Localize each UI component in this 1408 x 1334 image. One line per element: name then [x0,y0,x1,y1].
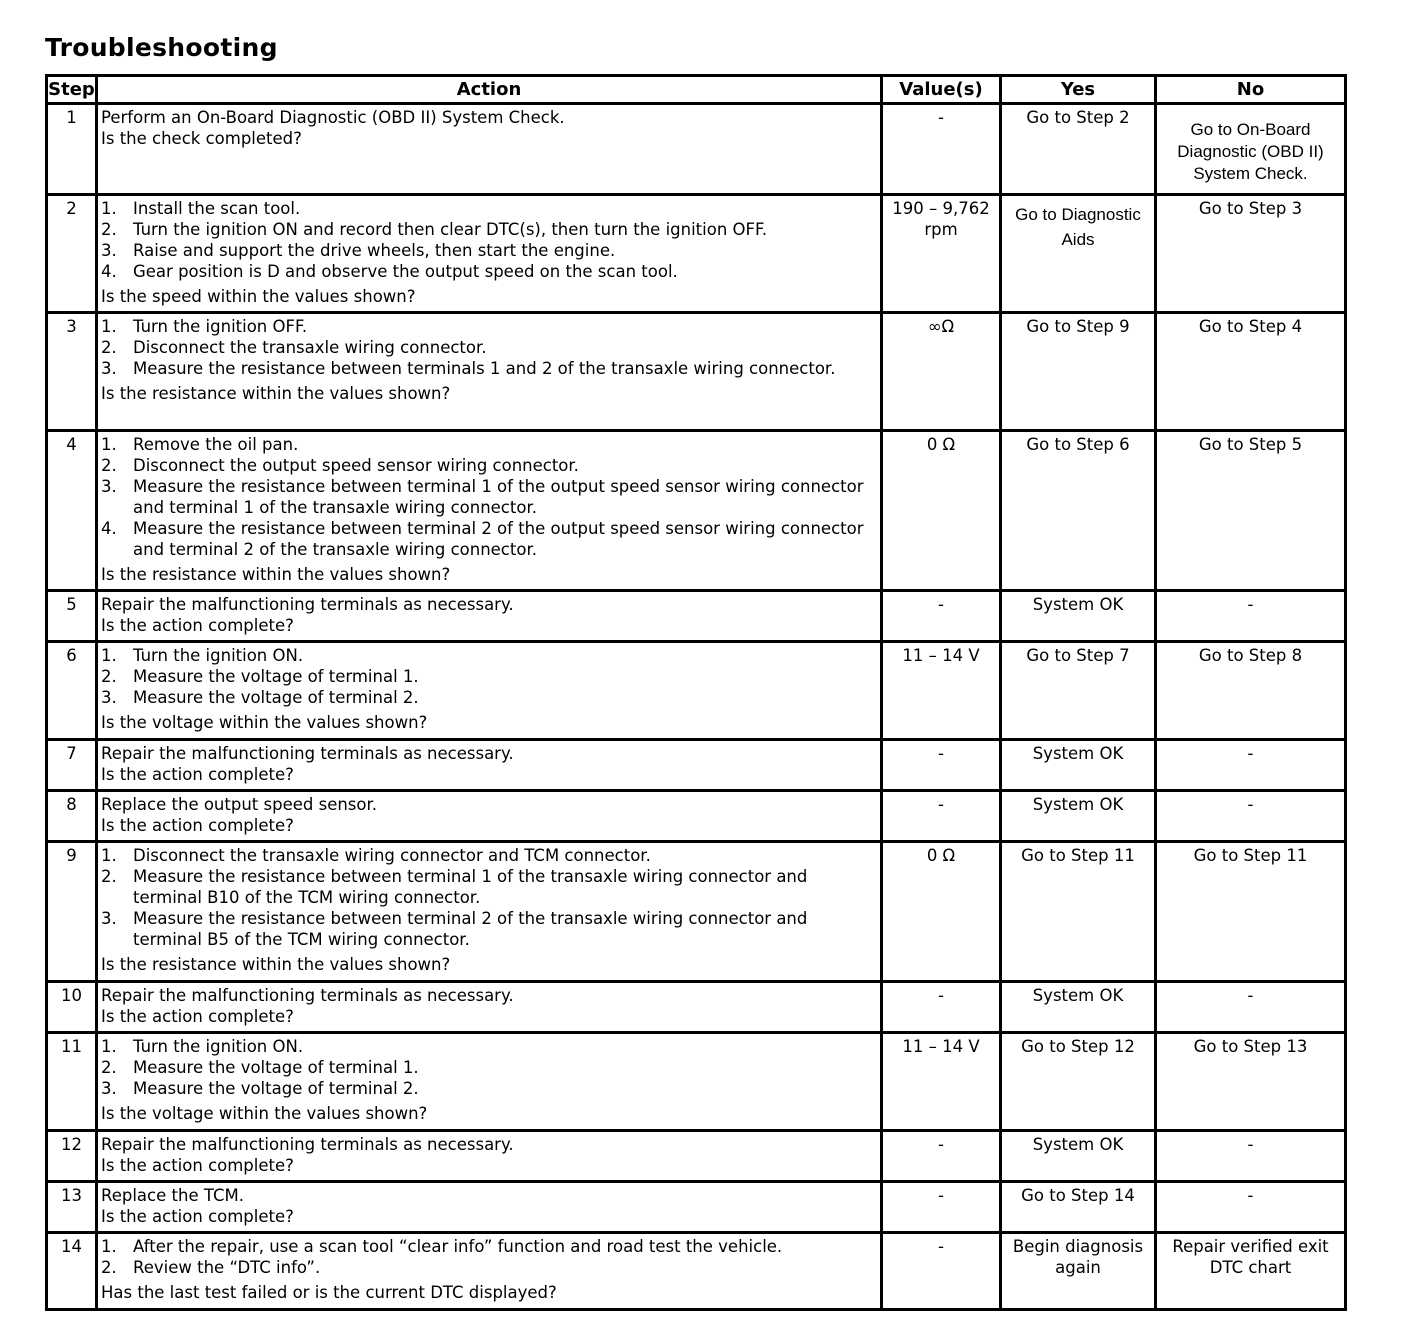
value-cell: - [882,1233,1001,1310]
no-cell: Go to Step 4 [1156,313,1346,431]
no-cell: - [1156,740,1346,791]
value-cell: 0 Ω [882,842,1001,982]
no-cell: Go to Step 3 [1156,195,1346,313]
header-values: Value(s) [882,76,1001,104]
value-cell: 0 Ω [882,431,1001,591]
list-item-number: 1. [101,317,117,336]
action-cell [97,313,882,431]
list-item [101,666,877,687]
value-cell: 190 – 9,762 rpm [882,195,1001,313]
list-item [101,1057,877,1078]
action-cell [97,1033,882,1131]
no-cell: Go to On-Board Diagnostic (OBD II) System Check. [1156,104,1346,195]
action-cell [97,431,882,591]
step-number: 11 [47,1033,97,1131]
list-item-number: 1. [101,435,117,454]
list-item-text: Review the “DTC info”. [133,1258,321,1277]
action-steps-list [101,316,877,379]
list-item [101,476,877,518]
table-row [47,195,1346,313]
list-item-text: Measure the resistance between terminals 1 and 2 of the transaxle wiring connector. [133,359,836,378]
list-item-number: 1. [101,846,117,865]
list-item [101,908,877,950]
list-item [101,1036,877,1057]
action-steps-list [101,198,877,282]
action-question: Is the voltage within the values shown? [101,1104,428,1123]
list-item-number: 2. [101,1058,117,1077]
step-number: 13 [47,1182,97,1233]
table-row [47,591,1346,642]
list-item-text: Disconnect the transaxle wiring connector and TCM connector. [133,846,651,865]
list-item-text: Disconnect the output speed sensor wiring connector. [133,456,579,475]
yes-cell: System OK [1001,982,1156,1033]
list-item-text: Measure the voltage of terminal 2. [133,688,419,707]
list-item-text: Gear position is D and observe the output speed on the scan tool. [133,262,678,281]
action-question: Is the check completed? [101,129,302,148]
list-item [101,316,877,337]
action-question: Is the resistance within the values shown? [101,565,451,584]
list-item [101,687,877,708]
list-item [101,240,877,261]
action-question: Is the action complete? [101,1156,294,1175]
list-item-number: 3. [101,477,117,496]
step-number: 8 [47,791,97,842]
action-text: Replace the output speed sensor. [101,795,378,814]
action-text: Repair the malfunctioning terminals as necessary. [101,1135,514,1154]
table-row [47,1033,1346,1131]
yes-cell: Go to Step 7 [1001,642,1156,740]
list-item [101,198,877,219]
no-cell: - [1156,1182,1346,1233]
action-cell [97,1131,882,1182]
action-question: Has the last test failed or is the current DTC displayed? [101,1283,557,1302]
list-item-text: Disconnect the transaxle wiring connector. [133,338,487,357]
list-item-number: 1. [101,646,117,665]
table-row [47,431,1346,591]
table-row [47,1131,1346,1182]
list-item-text: Measure the resistance between terminal 2 of the output speed sensor wiring connector and terminal 2 of the transaxle wiring connector. [133,519,864,559]
action-steps-list [101,434,877,560]
value-cell: 11 – 14 V [882,1033,1001,1131]
value-cell: - [882,104,1001,195]
step-number: 1 [47,104,97,195]
yes-cell: Go to Step 12 [1001,1033,1156,1131]
action-cell [97,842,882,982]
list-item-text: After the repair, use a scan tool “clear info” function and road test the vehicle. [133,1237,783,1256]
list-item-number: 3. [101,241,117,260]
action-question: Is the action complete? [101,616,294,635]
list-item-number: 4. [101,262,117,281]
action-cell [97,1233,882,1310]
value-cell: - [882,1131,1001,1182]
list-item-number: 4. [101,519,117,538]
list-item-number: 2. [101,667,117,686]
yes-cell: Go to Step 14 [1001,1182,1156,1233]
list-item-text: Measure the resistance between terminal 1 of the output speed sensor wiring connector and terminal 1 of the transaxle wiring connector. [133,477,864,517]
action-steps-list [101,845,877,950]
troubleshooting-table [45,74,1347,1311]
list-item-number: 3. [101,909,117,928]
action-text: Repair the malfunctioning terminals as necessary. [101,744,514,763]
step-number: 4 [47,431,97,591]
value-cell: - [882,591,1001,642]
list-item-number: 2. [101,1258,117,1277]
action-cell [97,642,882,740]
value-cell: ∞Ω [882,313,1001,431]
value-cell: - [882,1182,1001,1233]
table-row [47,1233,1346,1310]
step-number: 6 [47,642,97,740]
step-number: 3 [47,313,97,431]
action-cell [97,1182,882,1233]
list-item [101,1257,877,1278]
action-steps-list [101,1236,877,1278]
action-question: Is the action complete? [101,1007,294,1026]
action-text: Replace the TCM. [101,1186,244,1205]
list-item-number: 1. [101,199,117,218]
step-number: 12 [47,1131,97,1182]
action-question: Is the action complete? [101,765,294,784]
list-item-text: Turn the ignition ON and record then clear DTC(s), then turn the ignition OFF. [133,220,768,239]
list-item [101,518,877,560]
no-cell: Repair verified exit DTC chart [1156,1233,1346,1310]
value-cell: - [882,982,1001,1033]
action-cell [97,791,882,842]
action-question: Is the action complete? [101,1207,294,1226]
list-item-text: Install the scan tool. [133,199,301,218]
no-cell: - [1156,791,1346,842]
list-item-number: 1. [101,1037,117,1056]
no-cell: Go to Step 8 [1156,642,1346,740]
list-item [101,1236,877,1257]
header-action: Action [97,76,882,104]
action-text: Repair the malfunctioning terminals as necessary. [101,595,514,614]
list-item-number: 3. [101,359,117,378]
list-item [101,358,877,379]
list-item-number: 1. [101,1237,117,1256]
action-cell [97,740,882,791]
list-item-number: 3. [101,688,117,707]
no-cell: Go to Step 5 [1156,431,1346,591]
action-cell [97,195,882,313]
header-yes: Yes [1001,76,1156,104]
list-item [101,866,877,908]
table-row [47,740,1346,791]
list-item-text: Measure the resistance between terminal 2 of the transaxle wiring connector and terminal B5 of the TCM wiring connector. [133,909,808,949]
list-item-number: 2. [101,867,117,886]
yes-cell: System OK [1001,740,1156,791]
list-item-text: Turn the ignition ON. [133,646,304,665]
yes-cell: Begin diagnosis again [1001,1233,1156,1310]
list-item [101,219,877,240]
action-cell [97,982,882,1033]
yes-cell: Go to Step 2 [1001,104,1156,195]
list-item-number: 3. [101,1079,117,1098]
yes-cell: System OK [1001,791,1156,842]
list-item-text: Measure the resistance between terminal 1 of the transaxle wiring connector and terminal B10 of the TCM wiring connector. [133,867,808,907]
table-row [47,104,1346,195]
yes-cell: Go to Step 11 [1001,842,1156,982]
value-cell: - [882,740,1001,791]
value-cell: 11 – 14 V [882,642,1001,740]
header-step: Step [47,76,97,104]
step-number: 10 [47,982,97,1033]
list-item-text: Remove the oil pan. [133,435,299,454]
step-number: 9 [47,842,97,982]
header-no: No [1156,76,1346,104]
action-question: Is the resistance within the values shown? [101,384,451,403]
action-text: Repair the malfunctioning terminals as necessary. [101,986,514,1005]
list-item-text: Measure the voltage of terminal 2. [133,1079,419,1098]
action-question: Is the resistance within the values shown? [101,955,451,974]
action-text: Perform an On-Board Diagnostic (OBD II) System Check. [101,108,565,127]
yes-cell: System OK [1001,1131,1156,1182]
step-number: 14 [47,1233,97,1310]
table-row [47,1182,1346,1233]
list-item-number: 2. [101,338,117,357]
page-title: Troubleshooting [45,33,278,62]
list-item-text: Turn the ignition ON. [133,1037,304,1056]
no-cell: - [1156,591,1346,642]
table-header-row [47,76,1346,104]
yes-cell: System OK [1001,591,1156,642]
action-cell [97,104,882,195]
table-row [47,982,1346,1033]
no-cell: - [1156,982,1346,1033]
action-steps-list [101,1036,877,1099]
list-item [101,337,877,358]
table-row [47,313,1346,431]
table-row [47,842,1346,982]
list-item-text: Raise and support the drive wheels, then start the engine. [133,241,616,260]
list-item-number: 2. [101,220,117,239]
step-number: 2 [47,195,97,313]
yes-cell: Go to Step 9 [1001,313,1156,431]
list-item-text: Measure the voltage of terminal 1. [133,1058,419,1077]
table-row [47,642,1346,740]
list-item [101,434,877,455]
list-item [101,455,877,476]
action-cell [97,591,882,642]
action-question: Is the voltage within the values shown? [101,713,428,732]
list-item [101,261,877,282]
no-cell: Go to Step 13 [1156,1033,1346,1131]
no-cell: Go to Step 11 [1156,842,1346,982]
action-steps-list [101,645,877,708]
yes-cell: Go to Diagnostic Aids [1001,195,1156,313]
yes-cell: Go to Step 6 [1001,431,1156,591]
value-cell: - [882,791,1001,842]
no-cell: - [1156,1131,1346,1182]
action-question: Is the speed within the values shown? [101,287,416,306]
list-item [101,1078,877,1099]
list-item-text: Measure the voltage of terminal 1. [133,667,419,686]
list-item [101,845,877,866]
list-item-number: 2. [101,456,117,475]
step-number: 7 [47,740,97,791]
step-number: 5 [47,591,97,642]
list-item-text: Turn the ignition OFF. [133,317,308,336]
table-row [47,791,1346,842]
list-item [101,645,877,666]
action-question: Is the action complete? [101,816,294,835]
